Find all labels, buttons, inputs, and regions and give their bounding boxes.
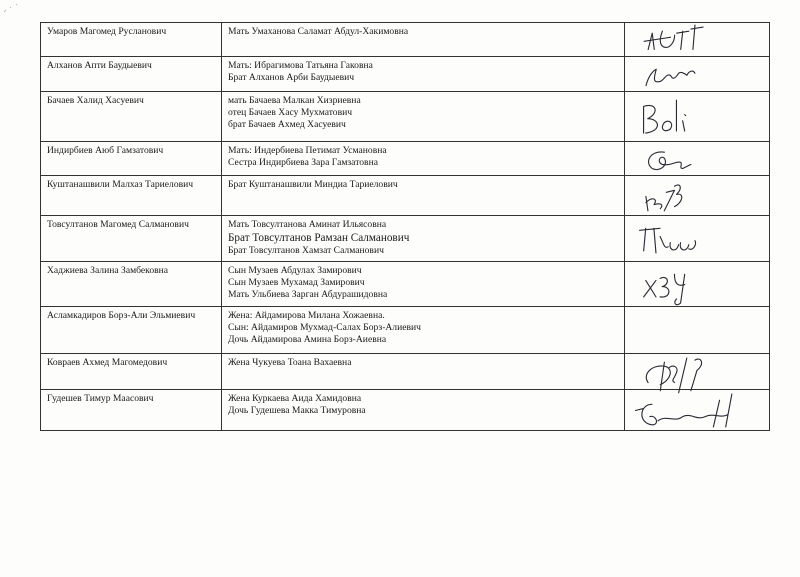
relative-line: Сын Музаев Мухамад Замирович [228, 277, 365, 289]
table-row [41, 56, 770, 92]
person-name: Хаджиева Залина Замбековна [47, 265, 169, 277]
relatives-cell [222, 23, 625, 57]
table-row [41, 262, 770, 307]
relatives-cell [222, 176, 625, 216]
signature-cell [625, 215, 770, 261]
relative-line: Жена: Айдамирова Милана Хожаевна. [228, 310, 385, 322]
person-name: Асламкадиров Борз-Али Эльмиевич [47, 310, 196, 322]
relatives-cell [222, 215, 625, 261]
relative-line: мать Бачаева Малкан Хизриевна [228, 95, 361, 107]
person-name-cell [41, 390, 222, 431]
relatives-cell [222, 262, 625, 307]
relative-line: Сын: Айдамиров Мухмад-Салах Борз-Алиевич [228, 322, 421, 334]
person-name: Алханов Апти Баудыевич [47, 59, 152, 71]
handwritten-signature [625, 92, 769, 140]
relative-line: брат Бачаев Ахмед Хасуевич [228, 119, 346, 131]
relative-line: Брат Алханов Арби Баудыевич [228, 71, 355, 83]
relative-line: Дочь Айдамирова Амина Борз-Аиевна [228, 334, 387, 346]
person-name-cell [41, 215, 222, 261]
person-name: Гудешев Тимур Маасович [47, 393, 154, 405]
person-name: Товсултанов Магомед Салманович [47, 218, 189, 230]
signature-cell [625, 23, 770, 57]
person-name: Бачаев Халид Хасуевич [47, 95, 144, 107]
relatives-cell [222, 307, 625, 354]
relative-line: Жена Куркаева Аида Хамидовна [228, 393, 362, 405]
handwritten-signature [625, 262, 769, 306]
person-name-cell [41, 262, 222, 307]
relative-line: Мать: Индербиева Петимат Усмановна [228, 144, 387, 156]
relative-line: Брат Товсултанов Рамзан Салманович [228, 231, 410, 244]
handwritten-signature [625, 176, 769, 215]
scan-speck-mark [2, 2, 22, 16]
person-name-cell [41, 307, 222, 354]
relative-line: Мать Ульбиева Зарган Абдурашидовна [228, 289, 388, 301]
signature-cell [625, 176, 770, 216]
table-row [41, 176, 770, 216]
signature-cell [625, 92, 770, 141]
relative-line: Дочь Гудешева Макка Тимуровна [228, 405, 366, 417]
signature-cell [625, 390, 770, 431]
relative-line: Брат Товсултанов Хамзат Салманович [228, 244, 384, 256]
signature-cell [625, 56, 770, 92]
signature-cell [625, 141, 770, 176]
person-name-cell [41, 354, 222, 390]
handwritten-signature [625, 390, 769, 430]
person-name-cell [41, 176, 222, 216]
relative-line: Мать Товсултанова Аминат Ильясовна [228, 218, 387, 230]
relatives-cell [222, 92, 625, 141]
handwritten-signature [625, 216, 769, 261]
table-row [41, 354, 770, 390]
signature-cell [625, 354, 770, 390]
person-name: Ковраев Ахмед Магомедович [47, 357, 168, 369]
handwritten-signature [625, 57, 769, 92]
relative-line: Сестра Индирбиева Зара Гамзатовна [228, 156, 378, 168]
relative-line: Мать: Ибрагимова Татьяна Гаковна [228, 59, 373, 71]
table-row [41, 23, 770, 57]
relatives-cell [222, 56, 625, 92]
person-name-cell [41, 141, 222, 176]
table-row [41, 390, 770, 431]
relatives-cell [222, 141, 625, 176]
person-name-cell [41, 92, 222, 141]
table-row [41, 141, 770, 176]
relative-line: Жена Чукуева Тоана Вахаевна [228, 357, 352, 369]
person-name-cell [41, 23, 222, 57]
table-row [41, 92, 770, 141]
relative-line: Мать Умаханова Саламат Абдул-Хакимовна [228, 26, 409, 37]
person-name: Умаров Магомед Русланович [47, 26, 167, 37]
table-row [41, 307, 770, 354]
person-name: Индирбиев Аюб Гамзатович [47, 144, 164, 156]
relative-line: отец Бачаев Хасу Мухматович [228, 107, 353, 119]
signature-cell [625, 262, 770, 307]
roster-table [40, 22, 770, 431]
person-name: Куштанашвили Малхаз Тариелович [47, 179, 194, 191]
table-row [41, 215, 770, 261]
relative-line: Брат Куштанашвили Миндиа Тариелович [228, 179, 398, 191]
relatives-cell [222, 390, 625, 431]
handwritten-signature [625, 354, 769, 389]
handwritten-signature [625, 23, 769, 56]
relatives-cell [222, 354, 625, 390]
relative-line: Сын Музаев Абдулах Замирович [228, 265, 362, 277]
handwritten-signature [625, 142, 769, 176]
person-name-cell [41, 56, 222, 92]
signature-cell [625, 307, 770, 354]
